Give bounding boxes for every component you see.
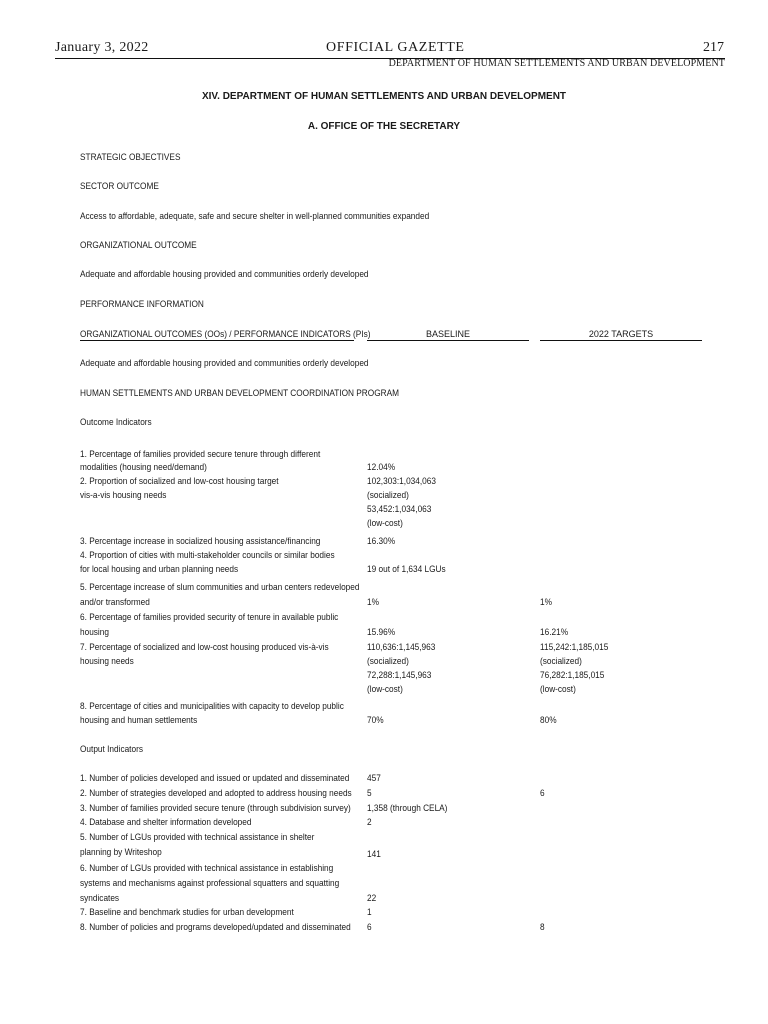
issue-date: January 3, 2022	[55, 40, 149, 55]
output-indicator-2-target: 6	[540, 788, 545, 798]
publication-title: OFFICIAL GAZETTE	[326, 40, 465, 55]
performance-information-label: PERFORMANCE INFORMATION	[80, 299, 204, 309]
outcome-indicator-7-baseline-3: 72,288:1,145,963	[367, 670, 432, 680]
outcome-indicator-1-baseline: 12.04%	[367, 462, 396, 472]
column-header-baseline-underline	[367, 340, 529, 341]
output-indicator-4-baseline: 2	[367, 817, 372, 827]
outcome-indicator-5-cont: and/or transformed	[80, 597, 150, 607]
outcome-indicator-7-target-4: (low-cost)	[540, 684, 576, 694]
output-indicator-6-baseline: 22	[367, 893, 377, 903]
sector-outcome-label: SECTOR OUTCOME	[80, 181, 159, 191]
outcome-indicator-3: 3. Percentage increase in socialized housing assistance/financing	[80, 536, 321, 546]
outcome-indicator-5-baseline: 1%	[367, 597, 379, 607]
outcome-indicator-5: 5. Percentage increase of slum communities and urban centers redeveloped	[80, 582, 360, 592]
outcome-indicator-4-baseline: 19 out of 1,634 LGUs	[367, 564, 446, 574]
output-indicators-label: Output Indicators	[80, 744, 143, 754]
outcome-indicator-5-target: 1%	[540, 597, 552, 607]
outcome-indicators-label: Outcome Indicators	[80, 417, 152, 427]
output-indicator-8: 8. Number of policies and programs developed/updated and disseminated	[80, 922, 351, 932]
outcome-indicator-4: 4. Proportion of cities with multi-stakeholder councils or similar bodies	[80, 550, 335, 560]
strategic-objectives-label: STRATEGIC OBJECTIVES	[80, 152, 181, 162]
outcome-indicator-3-baseline: 16.30%	[367, 536, 396, 546]
column-header-indicators-underline	[80, 340, 354, 341]
output-indicator-6-cont-2: syndicates	[80, 893, 120, 903]
output-indicator-8-target: 8	[540, 922, 545, 932]
outcome-indicator-1: 1. Percentage of families provided secure tenure through different	[80, 449, 321, 459]
output-indicator-4: 4. Database and shelter information developed	[80, 817, 252, 827]
output-indicator-8-baseline: 6	[367, 922, 372, 932]
output-indicator-2-baseline: 5	[367, 788, 372, 798]
outcome-indicator-7-target-1: 115,242:1,185,015	[540, 642, 609, 652]
outcome-indicator-7-baseline-4: (low-cost)	[367, 684, 403, 694]
outcome-indicator-6-target: 16.21%	[540, 627, 569, 637]
organizational-outcome-row: Adequate and affordable housing provided and communities orderly developed	[80, 358, 369, 368]
outcome-indicator-7-baseline-1: 110,636:1,145,963	[367, 642, 436, 652]
output-indicator-3: 3. Number of families provided secure tenure (through subdivision survey)	[80, 803, 351, 813]
outcome-indicator-1-cont: modalities (housing need/demand)	[80, 462, 207, 472]
outcome-indicator-6-baseline: 15.96%	[367, 627, 396, 637]
outcome-indicator-7: 7. Percentage of socialized and low-cost housing produced vis-à-vis	[80, 642, 329, 652]
outcome-indicator-8-cont: housing and human settlements	[80, 715, 198, 725]
output-indicator-5: 5. Number of LGUs provided with technical assistance in shelter	[80, 832, 315, 842]
organizational-outcome-label: ORGANIZATIONAL OUTCOME	[80, 240, 197, 250]
sector-outcome-text: Access to affordable, adequate, safe and secure shelter in well-planned communities expanded	[80, 211, 430, 221]
outcome-indicator-2: 2. Proportion of socialized and low-cost housing target	[80, 476, 279, 486]
column-header-indicators: ORGANIZATIONAL OUTCOMES (OOs) / PERFORMANCE INDICATORS (PIs)	[80, 329, 371, 339]
outcome-indicator-2-baseline-3: 53,452:1,034,063	[367, 504, 432, 514]
outcome-indicator-8-baseline: 70%	[367, 715, 384, 725]
column-header-targets-underline	[540, 340, 702, 341]
outcome-indicator-2-baseline-1: 102,303:1,034,063	[367, 476, 436, 486]
output-indicator-6: 6. Number of LGUs provided with technical assistance in establishing	[80, 863, 334, 873]
output-indicator-5-cont: planning by Writeshop	[80, 847, 162, 857]
outcome-indicator-2-cont: vis-a-vis housing needs	[80, 490, 167, 500]
outcome-indicator-7-target-2: (socialized)	[540, 656, 582, 666]
output-indicator-7-baseline: 1	[367, 907, 372, 917]
outcome-indicator-6: 6. Percentage of families provided security of tenure in available public	[80, 612, 339, 622]
output-indicator-1-baseline: 457	[367, 773, 381, 783]
column-header-baseline: BASELINE	[425, 329, 471, 339]
output-indicator-1: 1. Number of policies developed and issued or updated and disseminated	[80, 773, 350, 783]
outcome-indicator-7-cont: housing needs	[80, 656, 134, 666]
output-indicator-2: 2. Number of strategies developed and adopted to address housing needs	[80, 788, 352, 798]
outcome-indicator-6-cont: housing	[80, 627, 109, 637]
outcome-indicator-4-cont: for local housing and urban planning needs	[80, 564, 239, 574]
outcome-indicator-7-baseline-2: (socialized)	[367, 656, 409, 666]
column-header-targets: 2022 TARGETS	[588, 329, 654, 339]
outcome-indicator-8-target: 80%	[540, 715, 557, 725]
subsection-title: A. OFFICE OF THE SECRETARY	[307, 121, 461, 132]
program-title: HUMAN SETTLEMENTS AND URBAN DEVELOPMENT COORDINATION PROGRAM	[80, 388, 400, 398]
department-running-head: DEPARTMENT OF HUMAN SETTLEMENTS AND URBAN DEVELOPMENT	[388, 58, 725, 69]
section-title: XIV. DEPARTMENT OF HUMAN SETTLEMENTS AND URBAN DEVELOPMENT	[201, 91, 567, 102]
output-indicator-3-baseline: 1,358 (through CELA)	[367, 803, 448, 813]
outcome-indicator-8: 8. Percentage of cities and municipalities with capacity to develop public	[80, 701, 344, 711]
organizational-outcome-text: Adequate and affordable housing provided and communities orderly developed	[80, 269, 369, 279]
output-indicator-7: 7. Baseline and benchmark studies for urban development	[80, 907, 294, 917]
output-indicator-6-cont: systems and mechanisms against professional squatters and squatting	[80, 878, 340, 888]
outcome-indicator-2-baseline-4: (low-cost)	[367, 518, 403, 528]
output-indicator-5-baseline: 141	[367, 849, 381, 859]
outcome-indicator-2-baseline-2: (socialized)	[367, 490, 409, 500]
page-number: 217	[703, 40, 724, 55]
outcome-indicator-7-target-3: 76,282:1,185,015	[540, 670, 605, 680]
